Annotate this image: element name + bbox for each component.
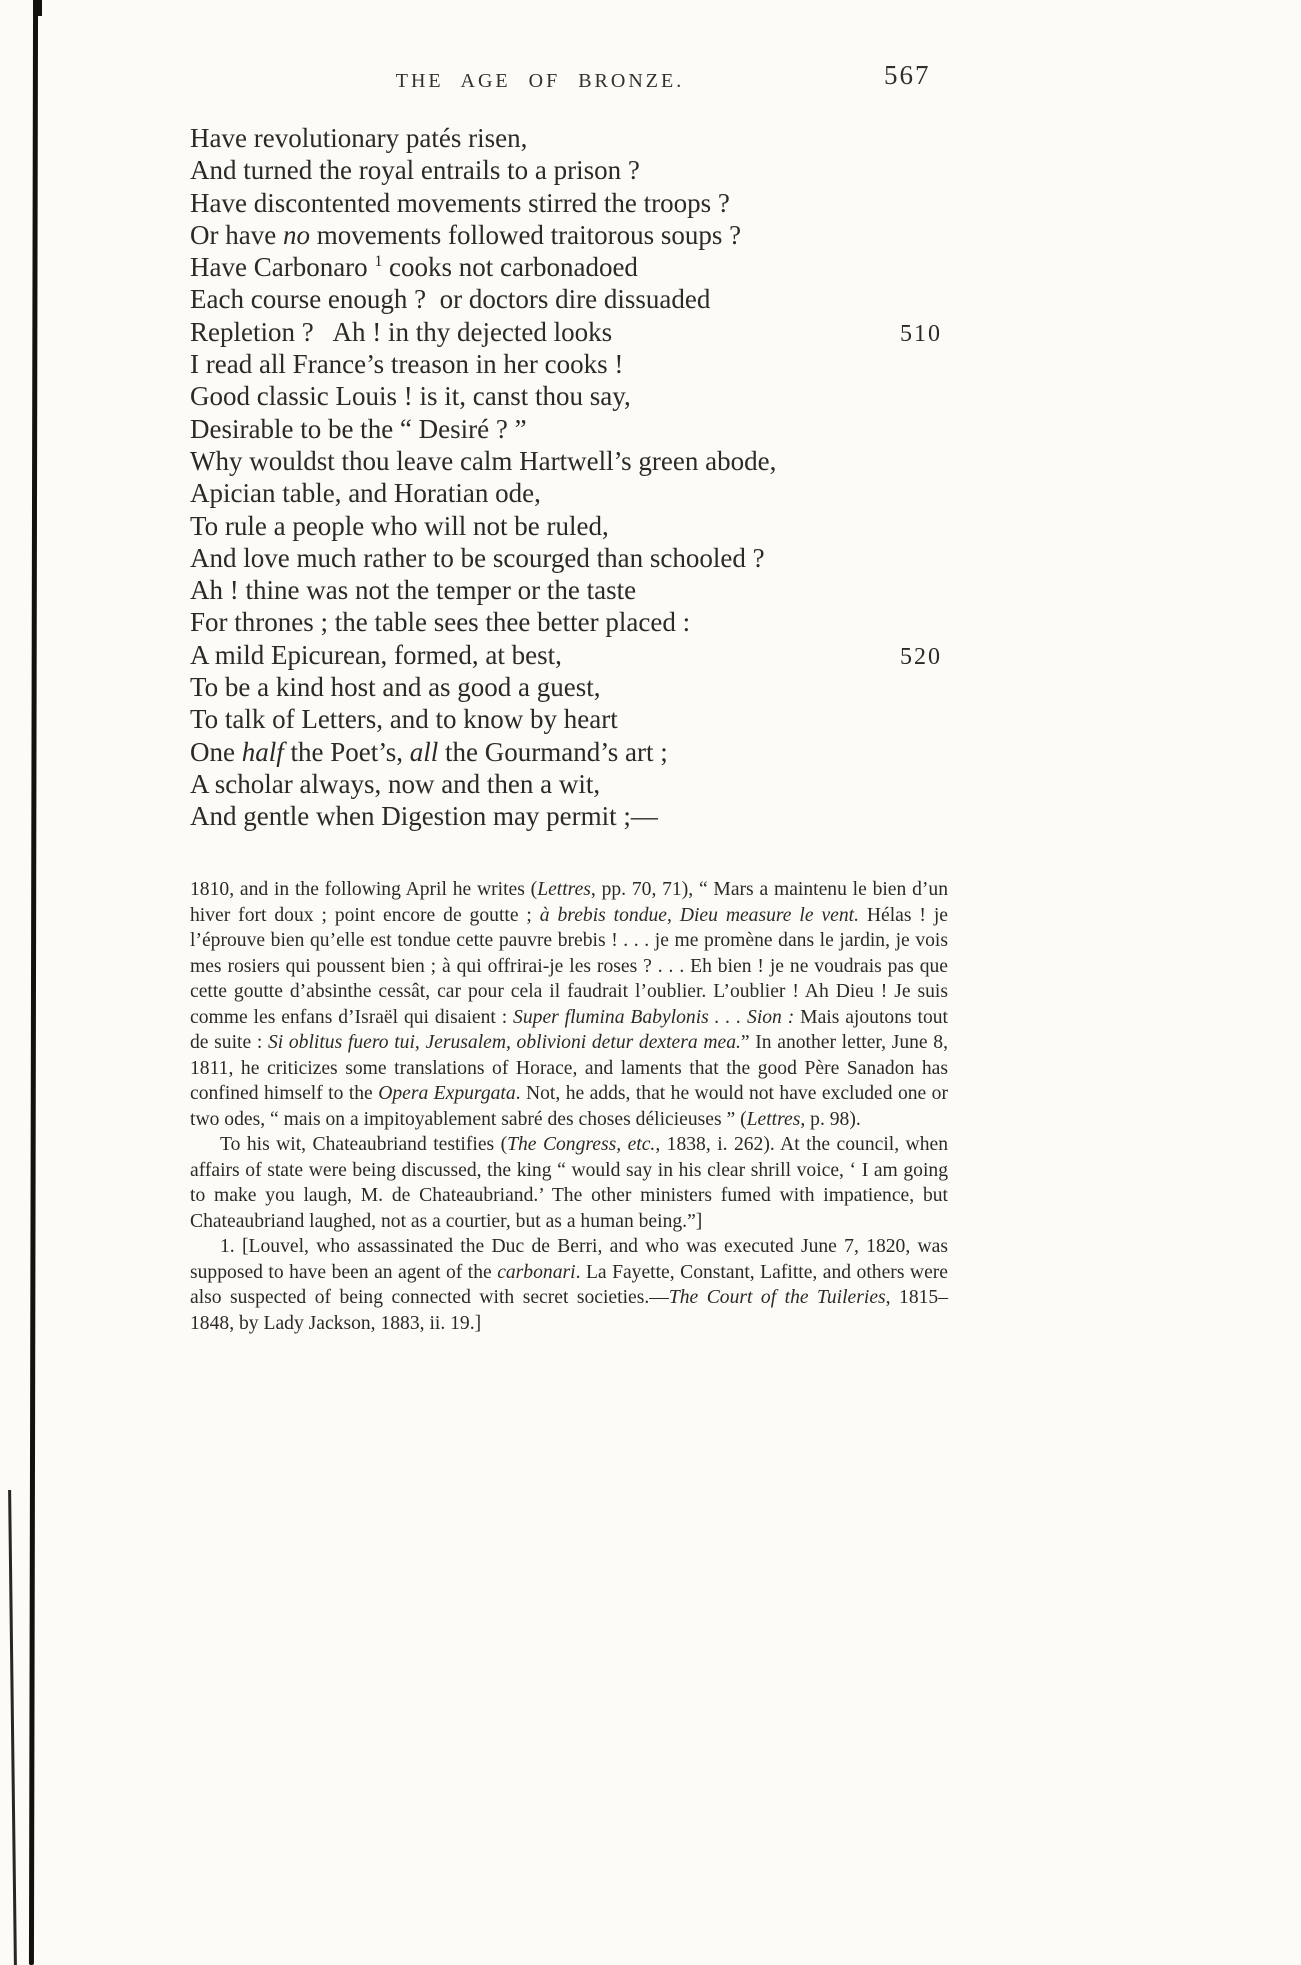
- poem-line-text: To be a kind host and as good a guest,: [190, 672, 601, 703]
- poem-line: [190, 283, 960, 315]
- poem-line: [190, 606, 960, 638]
- poem-line-text: Or have no movements followed traitorous soups ?: [190, 219, 742, 250]
- footnote-paragraph: 1810, and in the following April he writes (Lettres, pp. 70, 71), “ Mars a maintenu le bien d’un hiver fort doux ; point encore de goutte ; à brebis tondue, Dieu measure le vent. Hélas ! je l’éprouve bien qu’elle est tondue cette pauvre brebis ! . . . je me promène dans le jardin, je vois mes rosiers qui poussent bien ; à qui offrirai-je les roses ? . . . Eh bien ! je ne voudrais pas que cette goutte d’absinthe cessât, car pour cela il faudrait l’oublier. L’oublier ! Ah Dieu ! Je suis comme les enfans d’Israël qui disaient : Super flumina Babylonis . . . Sion : Mais ajoutons tout de suite : Si oblitus fuero tui, Jerusalem, oblivioni detur dextera mea.” In another letter, June 8, 1811, he criticizes some translations of Horace, and laments that the good Père Sanadon has confined himself to the Opera Expurgata. Not, he adds, that he would not have excluded one or two odes, “ mais on a impitoyablement sabré des choses délicieuses ” (Lettres, p. 98).: [190, 879, 949, 1130]
- poem-line-text: I read all France’s treason in her cooks !: [190, 349, 624, 380]
- poem-line-text: Have discontented movements stirred the troops ?: [190, 187, 730, 218]
- poem-line: [190, 736, 960, 768]
- page-number: 567: [884, 60, 931, 90]
- poem-line-text: Why wouldst thou leave calm Hartwell’s green abode,: [190, 445, 777, 476]
- poem-line-text: Desirable to be the “ Desiré ? ”: [190, 413, 527, 444]
- binding-edge-bottom-mark: [8, 1490, 17, 1965]
- poem-line: [190, 768, 960, 800]
- poem-line-text: And gentle when Digestion may permit ;—: [190, 801, 658, 832]
- poem-line: [190, 671, 960, 703]
- poem-line-text: Repletion ? Ah ! in thy dejected looks: [190, 316, 613, 347]
- poem-line-text: Have Carbonaro $^1$ cooks not carbonadoed: [190, 252, 638, 283]
- poem-line: [190, 445, 960, 477]
- footnote-paragraph: 1. [Louvel, who assassinated the Duc de Berri, and who was executed June 7, 1820, was supposed to have been an agent of the carbonari. La Fayette, Constant, Lafitte, and others were also suspected of being connected with secret societies.—The Court of the Tuileries, 1815–1848, by Lady Jackson, 1883, ii. 19.]: [190, 1236, 949, 1334]
- poem-line: [190, 154, 960, 186]
- poem-line: [190, 316, 960, 348]
- poem-line: [190, 703, 960, 735]
- poem-line-text: Each course enough ? or doctors dire dissuaded: [190, 284, 711, 315]
- poem-line: [190, 348, 960, 380]
- binding-edge-top-mark: [33, 0, 42, 16]
- poem-line-text: For thrones ; the table sees thee better placed :: [190, 607, 691, 638]
- poem-line-text: To talk of Letters, and to know by heart: [190, 704, 618, 735]
- footnotes: [190, 877, 948, 1336]
- poem-line-text: And turned the royal entrails to a prison ?: [190, 155, 640, 186]
- poem-line-text: Apician table, and Horatian ode,: [190, 478, 541, 509]
- poem-line: [190, 187, 960, 219]
- poem-line-number: 520: [900, 643, 942, 670]
- poem-line: [190, 510, 960, 542]
- poem-line: [190, 251, 960, 283]
- poem-line: [190, 219, 960, 251]
- poem: [190, 122, 960, 833]
- binding-edge-line: [29, 0, 38, 1965]
- poem-line-text: One half the Poet’s, all the Gourmand’s art ;: [190, 736, 668, 767]
- poem-line: [190, 800, 960, 832]
- poem-line-text: A scholar always, now and then a wit,: [190, 768, 601, 799]
- poem-line-text: Have revolutionary patés risen,: [190, 123, 528, 153]
- running-header-title: THE AGE OF BRONZE.: [395, 70, 685, 92]
- poem-line: [190, 413, 960, 445]
- poem-line-text: Good classic Louis ! is it, canst thou say,: [190, 381, 631, 412]
- poem-line-text: Ah ! thine was not the temper or the taste: [190, 575, 637, 606]
- poem-line-text: To rule a people who will not be ruled,: [190, 510, 609, 541]
- poem-line: [190, 122, 960, 154]
- poem-line-number: 510: [900, 320, 942, 347]
- poem-line: [190, 574, 960, 606]
- poem-line: [190, 639, 960, 671]
- footnote-paragraph: To his wit, Chateaubriand testifies (The Congress, etc., 1838, i. 262). At the council, when affairs of state were being discussed, the king “ would say in his clear shrill voice, ‘ I am going to make you laugh, M. de Chateaubriand.’ The other ministers fumed with impatience, but Chateaubriand laughed, not as a courtier, but as a human being.”]: [190, 1134, 948, 1232]
- poem-line-text: A mild Epicurean, formed, at best,: [190, 639, 562, 670]
- poem-line-text: And love much rather to be scourged than schooled ?: [190, 542, 765, 573]
- poem-line: [190, 380, 960, 412]
- poem-line: [190, 477, 960, 509]
- poem-line: [190, 542, 960, 574]
